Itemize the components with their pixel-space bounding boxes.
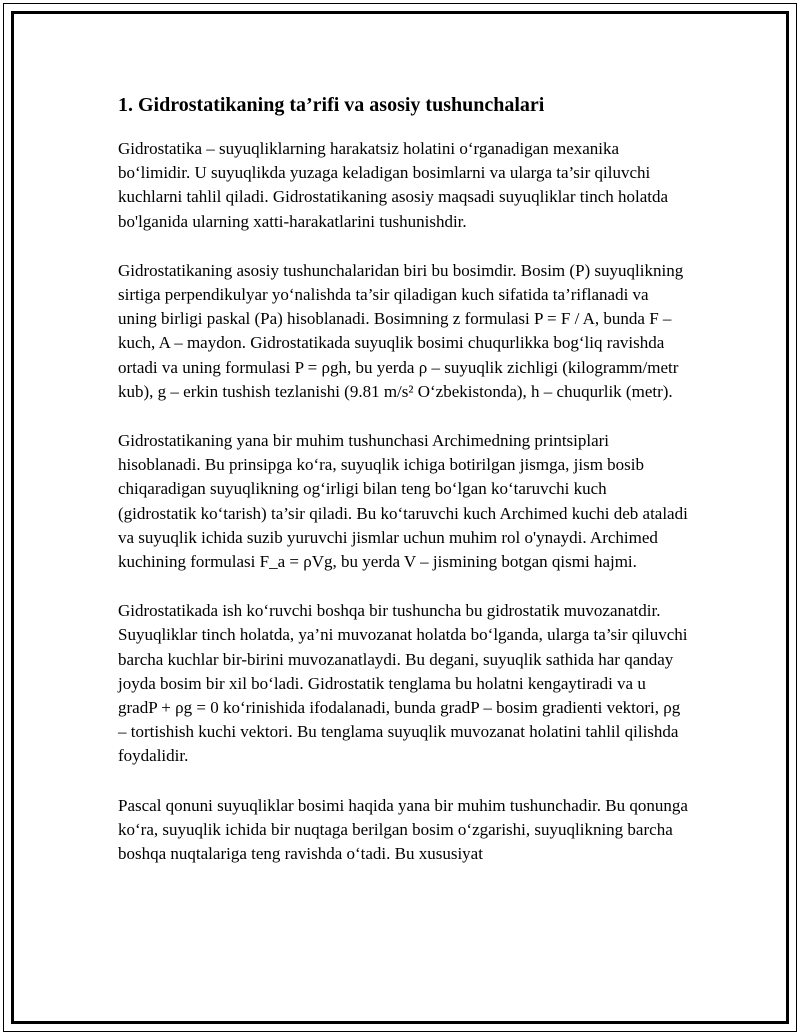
document-body (118, 91, 688, 891)
paragraph-definition: Gidrostatika – suyuqliklarning harakatsiz holatini o‘rganadigan mexanika bo‘limidir. U suyuqlikda yuzaga keladigan bosimlarni va ularga ta’sir qiluvchi kuchlarni tahlil qiladi. Gidrostatikaning asosiy maqsadi suyuqliklar tinch holatda bo'lganida ularning xatti-harakatlarini tushunishdir. (118, 139, 669, 231)
section-heading: 1. Gidrostatikaning ta’rifi va asosiy tushunchalari (118, 94, 545, 116)
paragraph-pascal: Pascal qonuni suyuqliklar bosimi haqida yana bir muhim tushunchadir. Bu qonunga ko‘ra, suyuqlik ichida bir nuqtaga berilgan bosim o‘zgarishi, suyuqlikning barcha boshqa nuqtalariga teng ravishda o‘tadi. Bu xususiyat (118, 795, 688, 864)
paragraph-equilibrium: Gidrostatikada ish ko‘ruvchi boshqa bir tushuncha bu gidrostatik muvozanatdir. Suyuqliklar tinch holatda, ya’ni muvozanat holatda bo‘lganda, ularga ta’sir qiluvchi barcha kuchlar bir-birini muvozanatlaydi. Bu degani, suyuqlik sathida har qanday joyda bosim bir xil bo‘ladi. Gidrostatik tenglama bu holatni kengaytiradi va u gradP + ρg = 0 ko‘rinishida ifodalanadi, bunda gradP – bosim gradienti vektori, ρg – tortishish kuchi vektori. Bu tenglama suyuqlik muvozanat holatini tahlil qilishda foydalidir. (118, 601, 688, 766)
paragraph-pressure: Gidrostatikaning asosiy tushunchalaridan biri bu bosimdir. Bosim (P) suyuqlikning sirtiga perpendikulyar yo‘nalishda ta’sir qiladigan kuch sifatida ta’riflanadi va uning birligi paskal (Pa) hisoblanadi. Bosimning z formulasi P = F / A, bunda F – kuch, A – maydon. Gidrostatikada suyuqlik bosimi chuqurlikka bog‘liq ravishda ortadi va uning formulasi P = ρgh, bu yerda ρ – suyuqlik zichligi (kilogramm/metr kub), g – erkin tushish tezlanishi (9.81 m/s² O‘zbekistonda), h – chuqurlik (metr). (118, 260, 684, 401)
paragraph-archimedes: Gidrostatikaning yana bir muhim tushunchasi Archimedning printsiplari hisoblanadi. Bu prinsipga ko‘ra, suyuqlik ichiga botirilgan jismga, jism bosib chiqaradigan suyuqlikning og‘irligi bilan teng bo‘lgan ko‘taruvchi kuch (gidrostatik ko‘tarish) ta’sir qiladi. Bu ko‘taruvchi kuch Archimed kuchi deb ataladi va suyuqlik ichida suzib yuruvchi jismlar uchun muhim rol o'ynaydi. Archimed kuchining formulasi F_a = ρVg, bu yerda V – jismining botgan qismi hajmi. (118, 431, 688, 572)
